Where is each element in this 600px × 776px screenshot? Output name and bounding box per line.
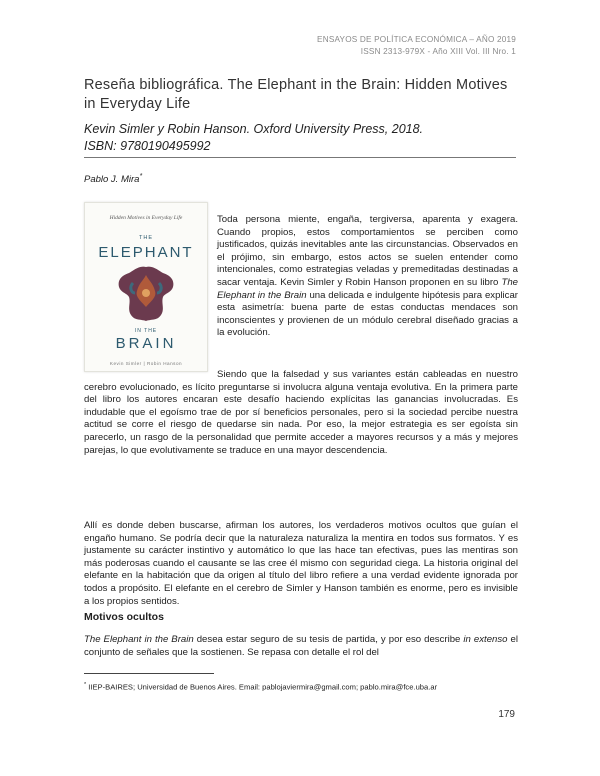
cover-in-the: IN THE xyxy=(134,328,158,334)
book-title-italic: The Elephant in the Brain xyxy=(217,276,518,301)
footnote-mark: * xyxy=(84,682,87,688)
in-extenso-italic: in extenso xyxy=(463,634,508,645)
inkblot-elephant-illustration xyxy=(113,263,179,325)
cover-authors: Kevin Simler | Robin Hanson xyxy=(109,361,183,366)
author-name xyxy=(84,173,142,185)
paragraph-1 xyxy=(217,214,518,340)
author-name-text: Pablo J. Mira xyxy=(84,174,140,186)
paragraph-3: Allí es donde deben buscarse, afirman los autores, los verdaderos motivos ocultos que guían el engaño humano. Se podría decir que la naturaleza naturaliza la mentira en todos sus formatos. Y es justamente su carácter instintivo y automático lo que las hace tan efectivas, pues las mentiras son más poderosas cuando el causante se las cree él mismo con seguridad ciega. La historia original del elefante en la habitación que da origen al título del libro refiere a una verdad evidente ignorada por todos a propósito. El elefante en el cerebro de Simler y Hanson también es enorme, pero es invisible a los propios sentidos. xyxy=(84,520,518,607)
cover-subtitle: Hidden Motives in Everyday Life xyxy=(109,215,183,221)
book-isbn: ISBN: 9780190495992 xyxy=(84,138,211,153)
journal-header xyxy=(317,34,516,58)
cover-the: THE xyxy=(139,235,153,241)
paragraph-1-part-a: Toda persona miente, engaña, tergiversa, aparenta y exagera. Cuando propios, estos comportamientos se perciben como justificados, quizás inevitables ante las circunstancias. Observados en el prójimo, sin embargo, estos actos se suelen entender como intencionales, como estrategias veladas y premeditadas destinadas a sacar ventaja. Kevin Simler y Robin Hanson proponen en su libro xyxy=(217,214,518,288)
footnote-divider xyxy=(84,673,214,674)
paragraph-4-part-b: el conjunto de señales que la sostienen. Se repasa con detalle el rol del xyxy=(84,634,518,658)
book-cover-image xyxy=(84,202,208,372)
journal-issn: ISSN 2313-979X - Año XIII Vol. III Nro. 1 xyxy=(360,47,516,56)
footnote-text: IIEP-BAIRES; Universidad de Buenos Aires. Email: pablojaviermira@gmail.com; pablo.mira@fce.uba.ar xyxy=(86,682,438,692)
cover-elephant-word: ELEPHANT xyxy=(98,244,194,261)
paragraph-2-text: Siendo que la falsedad y sus variantes están cableadas en nuestro cerebro evolucionado, es lícito preguntarse si involucra alguna ventaja evolutiva. En la primera parte del libro los autores encaran este desafío haciendo explícitas las ganancias involucradas. Es indudable que el egoísmo trae de por sí beneficios personales, pero si la sociedad percibe nuestra actitud se corre el riesgo de quedarse sin nada. Por eso, la mejor estrategia es ser egoísta sin parecerlo, un rasgo de la personalidad que permite acceder a mayores recursos y a más y mejores parejas, lo que evolutivamente se traduce en una mayor descendencia. xyxy=(84,369,518,456)
book-reference: Kevin Simler y Robin Hanson. Oxford University Press, 2018. xyxy=(84,122,424,136)
cover-brain-word: BRAIN xyxy=(115,335,177,352)
page-number: 179 xyxy=(498,709,515,720)
book-citation xyxy=(84,121,516,158)
section-heading: Motivos ocultos xyxy=(84,611,164,623)
paragraph-4-part-a: desea estar seguro de su tesis de partida, y por eso describe xyxy=(193,634,464,645)
book-title-italic-2: The Elephant in the Brain xyxy=(84,634,194,645)
footnote xyxy=(84,682,437,692)
paragraph-2 xyxy=(84,369,518,457)
paragraph-1-part-b: una delicada e indulgente hipótesis para explicar esta asimetría: buena parte de estas conductas mendaces son inconscientes y provienen de un módulo cerebral diseñado gracias a la evolución. xyxy=(217,289,518,339)
article-title: Reseña bibliográfica. The Elephant in the Brain: Hidden Motives in Everyday Life xyxy=(84,77,508,112)
author-footnote-mark: * xyxy=(139,173,143,180)
paragraph-4 xyxy=(84,634,518,659)
journal-name: ENSAYOS DE POLÍTICA ECONÓMICA – AÑO 2019 xyxy=(317,35,516,44)
